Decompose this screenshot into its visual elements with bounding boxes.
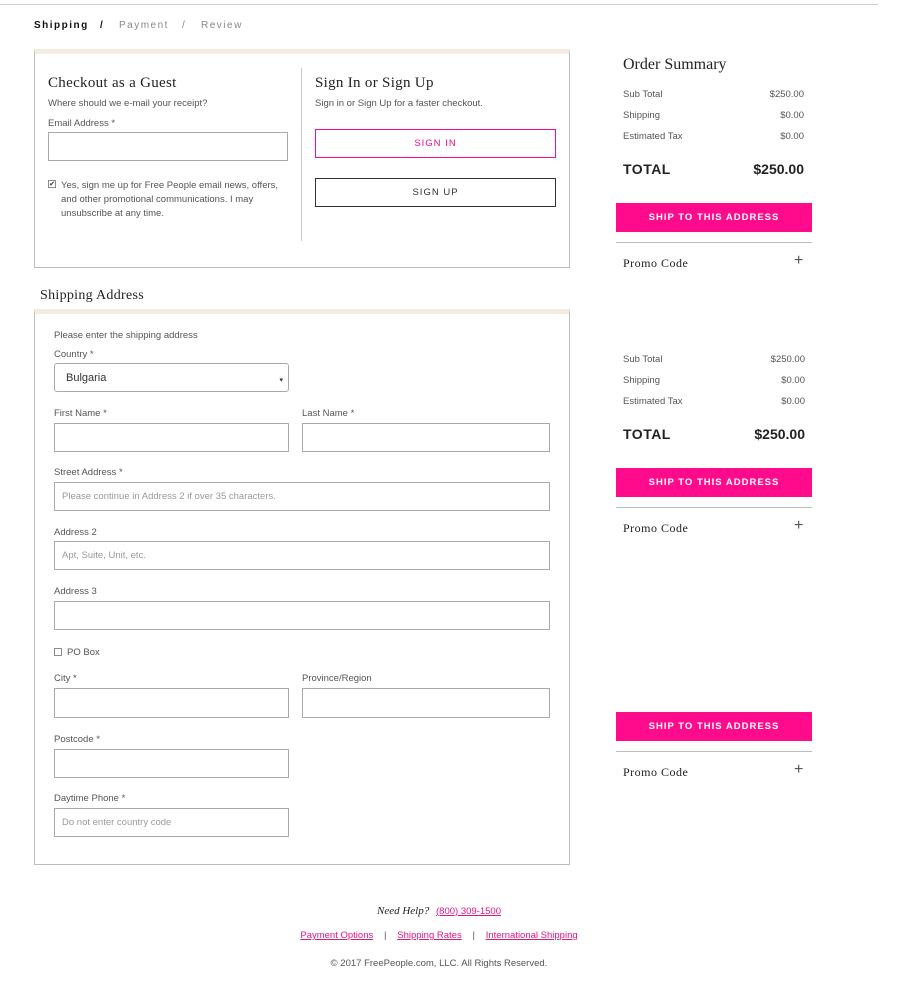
international-shipping-link[interactable]: International Shipping <box>485 930 578 941</box>
guest-subtitle: Where should we e-mail your receipt? <box>48 98 208 109</box>
plus-icon[interactable]: + <box>794 517 804 534</box>
guest-title: Checkout as a Guest <box>48 75 177 91</box>
newsletter-line: and other promotional communications. I may <box>61 194 254 205</box>
address3-input[interactable] <box>55 602 549 629</box>
newsletter-checkbox[interactable]: ✔ <box>49 181 55 188</box>
promo-divider <box>616 507 812 508</box>
phone-field[interactable] <box>54 808 289 837</box>
card-column-divider <box>301 68 302 241</box>
promo-code-toggle[interactable]: Promo Code <box>623 521 689 535</box>
total-label: TOTAL <box>623 161 671 177</box>
city-field[interactable] <box>54 688 289 718</box>
top-divider <box>0 4 878 5</box>
last-name-field[interactable] <box>302 423 550 452</box>
promo-divider <box>616 751 812 752</box>
breadcrumb-payment[interactable]: Payment <box>119 20 169 31</box>
plus-icon[interactable]: + <box>794 252 804 269</box>
shipping-cost-value: $0.00 <box>781 375 805 386</box>
promo-code-toggle[interactable]: Promo Code <box>623 765 689 779</box>
footer-help <box>0 905 878 917</box>
newsletter-line: Yes, sign me up for Free People email news, offers, <box>61 180 279 191</box>
shipping-cost-label: Shipping <box>623 375 660 386</box>
footer-links <box>0 930 878 941</box>
payment-options-link[interactable]: Payment Options <box>300 930 374 941</box>
email-input[interactable] <box>49 133 287 160</box>
city-label: City * <box>54 673 77 684</box>
shipping-intro: Please enter the shipping address <box>54 330 198 341</box>
subtotal-label: Sub Total <box>623 354 663 365</box>
footer-separator: | <box>384 930 387 941</box>
order-summary-title: Order Summary <box>623 56 727 73</box>
postcode-label: Postcode * <box>54 734 100 745</box>
newsletter-text <box>61 179 278 221</box>
first-name-label: First Name * <box>54 408 107 419</box>
breadcrumb-separator: / <box>100 20 105 31</box>
postcode-field[interactable] <box>54 749 289 778</box>
breadcrumb-review[interactable]: Review <box>201 20 243 31</box>
total-value: $250.00 <box>754 426 805 442</box>
help-phone-link[interactable]: (800) 309-1500 <box>436 906 501 917</box>
chevron-down-icon: ▾ <box>279 377 283 384</box>
address2-field[interactable] <box>54 541 550 570</box>
country-label: Country * <box>54 349 94 360</box>
street-input[interactable] <box>55 483 549 510</box>
address2-input[interactable] <box>55 542 549 569</box>
address3-label: Address 3 <box>54 586 97 597</box>
total-value: $250.00 <box>753 161 804 177</box>
signin-subtitle: Sign in or Sign Up for a faster checkout. <box>315 98 483 109</box>
street-label: Street Address * <box>54 467 123 478</box>
country-select[interactable] <box>54 363 289 392</box>
email-label: Email Address * <box>48 118 116 129</box>
subtotal-label: Sub Total <box>623 89 663 100</box>
shipping-title: Shipping Address <box>40 288 144 303</box>
subtotal-value: $250.00 <box>770 354 805 365</box>
shipping-cost-value: $0.00 <box>780 110 804 121</box>
newsletter-line: unsubscribe at any time. <box>61 208 164 219</box>
province-label: Province/Region <box>302 673 372 684</box>
breadcrumb-shipping[interactable]: Shipping <box>34 20 89 31</box>
province-input[interactable] <box>303 689 549 717</box>
pobox-checkbox[interactable] <box>54 648 62 656</box>
footer-separator: | <box>472 930 475 941</box>
tax-value: $0.00 <box>781 396 805 407</box>
last-name-label: Last Name * <box>302 408 355 419</box>
tax-label: Estimated Tax <box>623 131 683 142</box>
province-field[interactable] <box>302 688 550 718</box>
tax-value: $0.00 <box>780 131 804 142</box>
copyright: © 2017 FreePeople.com, LLC. All Rights Reserved. <box>330 958 548 969</box>
first-name-field[interactable] <box>54 423 289 452</box>
phone-label: Daytime Phone * <box>54 793 126 804</box>
ship-to-address-button[interactable]: SHIP TO THIS ADDRESS <box>616 712 812 741</box>
shipping-cost-label: Shipping <box>623 110 660 121</box>
plus-icon[interactable]: + <box>794 761 804 778</box>
tax-label: Estimated Tax <box>623 396 683 407</box>
sign-in-button[interactable]: SIGN IN <box>315 129 556 158</box>
first-name-input[interactable] <box>55 424 288 451</box>
postcode-input[interactable] <box>55 750 288 777</box>
total-label: TOTAL <box>623 426 671 442</box>
city-input[interactable] <box>55 689 288 717</box>
breadcrumb-separator: / <box>182 20 187 31</box>
last-name-input[interactable] <box>303 424 549 451</box>
phone-input[interactable] <box>55 809 288 836</box>
ship-to-address-button[interactable]: SHIP TO THIS ADDRESS <box>616 468 812 497</box>
address2-label: Address 2 <box>54 527 97 538</box>
ship-to-address-button[interactable]: SHIP TO THIS ADDRESS <box>616 203 812 232</box>
promo-divider <box>616 242 812 243</box>
sign-up-button[interactable]: SIGN UP <box>315 178 556 207</box>
need-help-label: Need Help? <box>377 905 430 917</box>
shipping-card <box>34 309 570 865</box>
country-value: Bulgaria <box>66 372 107 384</box>
signin-title: Sign In or Sign Up <box>315 75 434 91</box>
email-field[interactable] <box>48 132 288 161</box>
subtotal-value: $250.00 <box>769 89 804 100</box>
pobox-label: PO Box <box>67 647 100 658</box>
shipping-rates-link[interactable]: Shipping Rates <box>397 930 462 941</box>
street-field[interactable] <box>54 482 550 511</box>
address3-field[interactable] <box>54 601 550 630</box>
promo-code-toggle[interactable]: Promo Code <box>623 256 689 270</box>
